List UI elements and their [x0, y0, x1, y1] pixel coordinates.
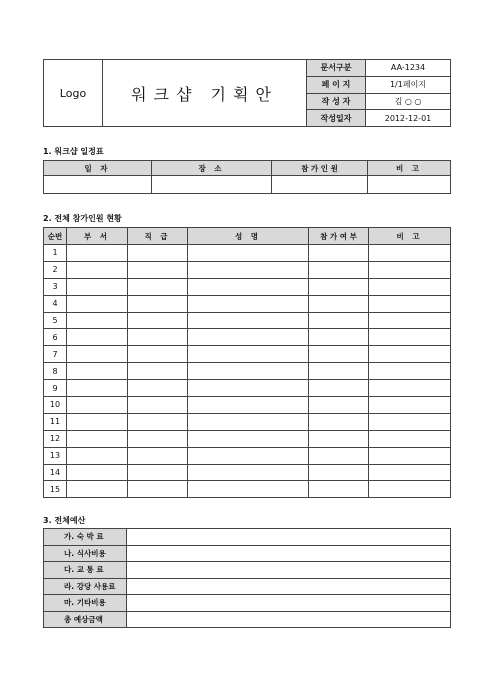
schedule-cell-note[interactable] [368, 176, 451, 194]
participant-cell-rank[interactable] [128, 312, 188, 329]
participant-cell-attendance[interactable] [309, 447, 369, 464]
participants-col-dept: 부 서 [67, 228, 128, 245]
participants-col-attendance: 참 가 여 부 [309, 228, 369, 245]
budget-item-label: 가. 숙 박 료 [44, 529, 127, 546]
table-row [44, 245, 451, 262]
meta-label-date: 작성일자 [307, 110, 366, 127]
participant-cell-dept[interactable] [67, 413, 128, 430]
schedule-col-note: 비 고 [368, 161, 451, 176]
participant-row-number: 15 [44, 481, 67, 498]
table-row [44, 397, 451, 414]
meta-value-doc-type[interactable]: AA-1234 [366, 60, 451, 77]
budget-row [44, 595, 451, 612]
participant-cell-attendance[interactable] [309, 397, 369, 414]
meta-value-date[interactable]: 2012-12-01 [366, 110, 451, 127]
participants-col-name: 성 명 [188, 228, 309, 245]
schedule-cell-place[interactable] [152, 176, 272, 194]
meta-value-author[interactable]: 김 ○ ○ [366, 93, 451, 110]
participant-cell-dept[interactable] [67, 329, 128, 346]
document-title: 워크샵 기획안 [103, 60, 307, 127]
participant-cell-name[interactable] [188, 245, 309, 262]
participant-cell-attendance[interactable] [309, 261, 369, 278]
participant-cell-name[interactable] [188, 447, 309, 464]
table-row [44, 295, 451, 312]
participant-row-number: 14 [44, 464, 67, 481]
budget-item-label: 마. 기타비용 [44, 595, 127, 612]
participant-cell-note[interactable] [369, 278, 451, 295]
participant-cell-note[interactable] [369, 464, 451, 481]
participant-cell-note[interactable] [369, 380, 451, 397]
participants-col-note: 비 고 [369, 228, 451, 245]
budget-row [44, 562, 451, 579]
participant-cell-note[interactable] [369, 363, 451, 380]
participants-col-no: 순번 [44, 228, 67, 245]
participant-cell-name[interactable] [188, 380, 309, 397]
participant-cell-note[interactable] [369, 261, 451, 278]
participant-row-number: 8 [44, 363, 67, 380]
participant-row-number: 10 [44, 397, 67, 414]
participant-cell-name[interactable] [188, 397, 309, 414]
participant-cell-dept[interactable] [67, 295, 128, 312]
table-row [44, 380, 451, 397]
table-row [44, 481, 451, 498]
participant-cell-name[interactable] [188, 346, 309, 363]
participant-row-number: 12 [44, 430, 67, 447]
participant-cell-dept[interactable] [67, 363, 128, 380]
participant-row-number: 4 [44, 295, 67, 312]
participant-row-number: 7 [44, 346, 67, 363]
participant-cell-rank[interactable] [128, 380, 188, 397]
participant-cell-note[interactable] [369, 346, 451, 363]
participant-cell-name[interactable] [188, 363, 309, 380]
participant-cell-rank[interactable] [128, 447, 188, 464]
schedule-cell-attendees[interactable] [272, 176, 368, 194]
participant-cell-note[interactable] [369, 447, 451, 464]
participant-row-number: 11 [44, 413, 67, 430]
participant-row-number: 5 [44, 312, 67, 329]
participant-cell-rank[interactable] [128, 481, 188, 498]
participant-cell-rank[interactable] [128, 397, 188, 414]
budget-item-amount[interactable] [127, 611, 451, 628]
schedule-col-attendees: 참 가 인 원 [272, 161, 368, 176]
table-row [44, 413, 451, 430]
participants-table [43, 227, 451, 498]
schedule-col-date: 일 자 [44, 161, 152, 176]
participant-row-number: 9 [44, 380, 67, 397]
budget-row [44, 578, 451, 595]
participant-cell-note[interactable] [369, 397, 451, 414]
participant-cell-name[interactable] [188, 329, 309, 346]
budget-item-amount[interactable] [127, 595, 451, 612]
table-row [44, 447, 451, 464]
table-row [44, 464, 451, 481]
schedule-cell-date[interactable] [44, 176, 152, 194]
participant-cell-note[interactable] [369, 413, 451, 430]
participant-cell-note[interactable] [369, 245, 451, 262]
participant-cell-dept[interactable] [67, 430, 128, 447]
participant-cell-attendance[interactable] [309, 481, 369, 498]
participant-row-number: 6 [44, 329, 67, 346]
section-title-participants: 2. 전체 참가인원 현황 [43, 214, 122, 223]
participant-cell-attendance[interactable] [309, 430, 369, 447]
participant-cell-dept[interactable] [67, 261, 128, 278]
participant-cell-note[interactable] [369, 481, 451, 498]
participant-cell-note[interactable] [369, 329, 451, 346]
participant-cell-note[interactable] [369, 295, 451, 312]
budget-row [44, 545, 451, 562]
participant-cell-rank[interactable] [128, 464, 188, 481]
meta-value-page[interactable]: 1/1페이지 [366, 76, 451, 93]
table-row [44, 312, 451, 329]
budget-item-amount[interactable] [127, 562, 451, 579]
participant-cell-dept[interactable] [67, 464, 128, 481]
table-row [44, 329, 451, 346]
participant-cell-attendance[interactable] [309, 464, 369, 481]
participant-cell-dept[interactable] [67, 278, 128, 295]
meta-label-author: 작 성 자 [307, 93, 366, 110]
participant-cell-name[interactable] [188, 413, 309, 430]
participant-cell-rank[interactable] [128, 245, 188, 262]
participant-row-number: 2 [44, 261, 67, 278]
participant-row-number: 1 [44, 245, 67, 262]
participant-cell-attendance[interactable] [309, 295, 369, 312]
budget-row [44, 611, 451, 628]
participant-cell-dept[interactable] [67, 346, 128, 363]
participant-cell-dept[interactable] [67, 397, 128, 414]
participant-cell-name[interactable] [188, 312, 309, 329]
participant-cell-attendance[interactable] [309, 413, 369, 430]
participant-row-number: 13 [44, 447, 67, 464]
participants-col-rank: 직 급 [128, 228, 188, 245]
participant-cell-rank[interactable] [128, 346, 188, 363]
budget-item-label: 라. 강당 사용료 [44, 578, 127, 595]
schedule-table [43, 160, 451, 194]
participant-cell-attendance[interactable] [309, 245, 369, 262]
document-header [43, 59, 451, 127]
participant-cell-name[interactable] [188, 295, 309, 312]
budget-item-label: 다. 교 통 료 [44, 562, 127, 579]
participant-cell-attendance[interactable] [309, 329, 369, 346]
participant-cell-name[interactable] [188, 278, 309, 295]
participant-cell-dept[interactable] [67, 447, 128, 464]
table-row [44, 363, 451, 380]
participant-cell-rank[interactable] [128, 278, 188, 295]
participant-cell-attendance[interactable] [309, 346, 369, 363]
participant-cell-attendance[interactable] [309, 312, 369, 329]
participant-cell-name[interactable] [188, 464, 309, 481]
participant-cell-rank[interactable] [128, 329, 188, 346]
budget-item-label: 총 예상금액 [44, 611, 127, 628]
budget-item-amount[interactable] [127, 529, 451, 546]
participant-cell-name[interactable] [188, 481, 309, 498]
participant-cell-note[interactable] [369, 430, 451, 447]
participant-cell-note[interactable] [369, 312, 451, 329]
participant-cell-attendance[interactable] [309, 380, 369, 397]
participant-cell-dept[interactable] [67, 380, 128, 397]
participant-cell-dept[interactable] [67, 245, 128, 262]
budget-item-amount[interactable] [127, 578, 451, 595]
meta-label-page: 페 이 지 [307, 76, 366, 93]
budget-item-amount[interactable] [127, 545, 451, 562]
participant-cell-dept[interactable] [67, 312, 128, 329]
budget-item-label: 나. 식사비용 [44, 545, 127, 562]
participant-cell-attendance[interactable] [309, 278, 369, 295]
table-row [44, 278, 451, 295]
participant-cell-rank[interactable] [128, 430, 188, 447]
participant-cell-name[interactable] [188, 261, 309, 278]
participant-row-number: 3 [44, 278, 67, 295]
section-title-schedule: 1. 워크샵 일정표 [43, 147, 104, 156]
table-row [44, 261, 451, 278]
participant-cell-rank[interactable] [128, 413, 188, 430]
meta-label-doc-type: 문서구분 [307, 60, 366, 77]
participant-cell-rank[interactable] [128, 261, 188, 278]
schedule-col-place: 장 소 [152, 161, 272, 176]
table-row [44, 430, 451, 447]
section-title-budget: 3. 전체예산 [43, 516, 86, 525]
participant-cell-rank[interactable] [128, 363, 188, 380]
participant-cell-dept[interactable] [67, 481, 128, 498]
budget-row [44, 529, 451, 546]
participant-cell-attendance[interactable] [309, 363, 369, 380]
table-row [44, 346, 451, 363]
budget-table [43, 528, 451, 628]
participant-cell-rank[interactable] [128, 295, 188, 312]
participant-cell-name[interactable] [188, 430, 309, 447]
logo: Logo [44, 60, 103, 127]
